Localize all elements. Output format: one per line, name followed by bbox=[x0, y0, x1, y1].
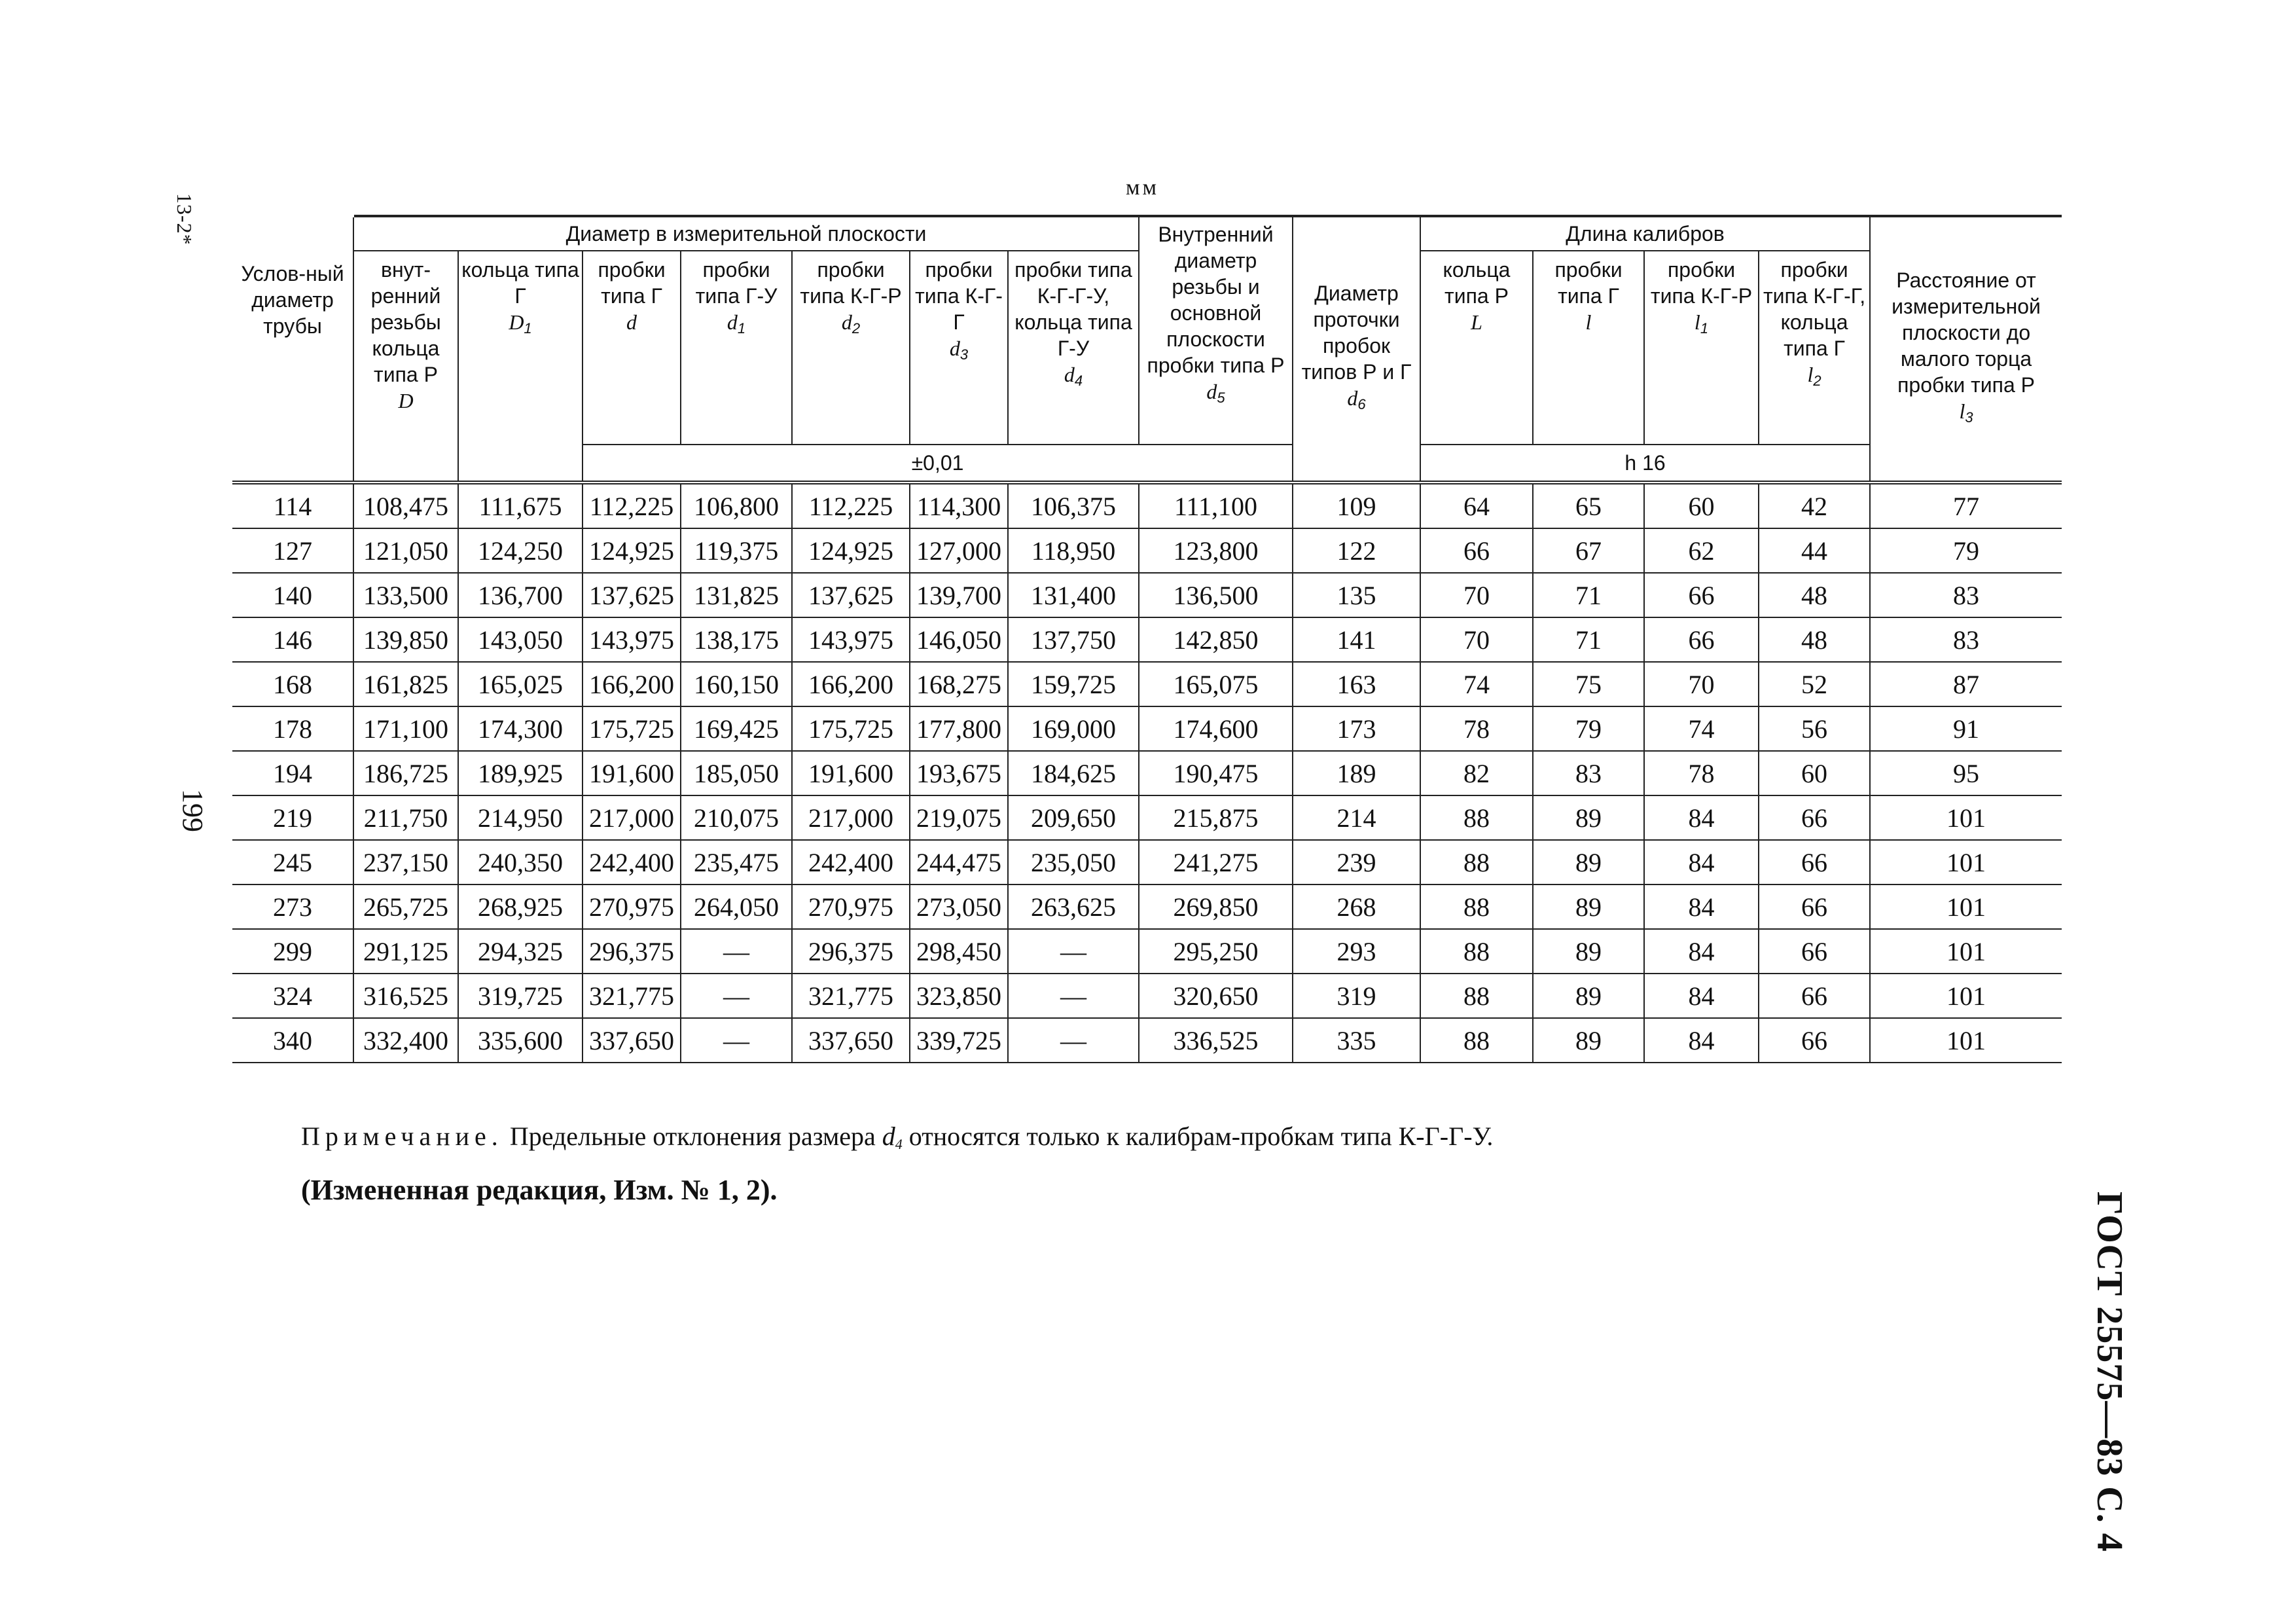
table-cell: 60 bbox=[1759, 751, 1870, 795]
header-col-inner-thread-ring-text: внут-ренний резьбы кольца типа Р bbox=[370, 258, 441, 386]
table-cell: 217,000 bbox=[792, 795, 910, 840]
table-cell: 175,725 bbox=[583, 706, 681, 751]
header-inner-diameter bbox=[1139, 216, 1293, 445]
table-cell: 124,250 bbox=[458, 528, 583, 573]
header-col-plug-k-g-g-u-text: пробки типа К-Г-Г-У, кольца типа Г-У bbox=[1014, 258, 1132, 360]
table-cell: 242,400 bbox=[583, 840, 681, 884]
header-len-plug-g bbox=[1533, 251, 1644, 445]
table-cell: 178 bbox=[232, 706, 353, 751]
units-label: мм bbox=[1126, 175, 1160, 200]
table-cell: 319 bbox=[1293, 974, 1420, 1018]
table-cell: 320,650 bbox=[1139, 974, 1293, 1018]
table-cell: 88 bbox=[1420, 929, 1533, 974]
table-cell: 66 bbox=[1759, 840, 1870, 884]
header-distance bbox=[1870, 216, 2062, 483]
table-cell: 79 bbox=[1533, 706, 1644, 751]
table-cell: 146,050 bbox=[910, 617, 1008, 662]
header-col-plug-k-g-g-u-subscript: 4 bbox=[1074, 373, 1083, 389]
table-cell: 124,925 bbox=[583, 528, 681, 573]
table-cell: 214 bbox=[1293, 795, 1420, 840]
header-inner-diameter-text: Внутренний диаметр резьбы и основной плоскости пробки типа Р bbox=[1147, 223, 1285, 377]
table-cell: 193,675 bbox=[910, 751, 1008, 795]
table-cell: 166,200 bbox=[583, 662, 681, 706]
table-cell: 190,475 bbox=[1139, 751, 1293, 795]
table-cell: 189,925 bbox=[458, 751, 583, 795]
header-col-plug-k-g-r-subscript: 2 bbox=[852, 320, 861, 337]
table-cell: 294,325 bbox=[458, 929, 583, 974]
table-cell: 89 bbox=[1533, 884, 1644, 929]
table-cell: 214,950 bbox=[458, 795, 583, 840]
table-cell: 160,150 bbox=[681, 662, 792, 706]
header-col-ring-g-text: кольца типа Г bbox=[461, 258, 579, 308]
table-cell: 74 bbox=[1420, 662, 1533, 706]
table-cell: 56 bbox=[1759, 706, 1870, 751]
table-cell: 133,500 bbox=[353, 573, 458, 617]
table-cell: 135 bbox=[1293, 573, 1420, 617]
table-cell: 71 bbox=[1533, 617, 1644, 662]
table-cell: 265,725 bbox=[353, 884, 458, 929]
edition-note: (Измененная редакция, Изм. № 1, 2). bbox=[301, 1174, 778, 1206]
table-cell: 101 bbox=[1870, 1018, 2062, 1063]
side-page-code: 13-2* bbox=[173, 193, 196, 246]
table-cell: 137,625 bbox=[583, 573, 681, 617]
header-col-plug-k-g-r bbox=[792, 251, 910, 445]
header-col-plug-g-u bbox=[681, 251, 792, 445]
table-cell: 78 bbox=[1644, 751, 1759, 795]
header-col-plug-g-text: пробки типа Г bbox=[598, 258, 666, 308]
table-cell: 237,150 bbox=[353, 840, 458, 884]
page-number: 199 bbox=[177, 789, 209, 832]
table-cell: 159,725 bbox=[1008, 662, 1139, 706]
header-len-plug-k-g-g bbox=[1759, 251, 1870, 445]
gauge-dimensions-table bbox=[232, 215, 2062, 1063]
table-cell: 166,200 bbox=[792, 662, 910, 706]
header-col-plug-k-g-g bbox=[910, 251, 1008, 445]
header-len-plug-k-g-r-symbol: l bbox=[1694, 310, 1700, 334]
table-cell: 127,000 bbox=[910, 528, 1008, 573]
header-len-plug-k-g-r-text: пробки типа К-Г-Р bbox=[1650, 258, 1753, 308]
table-cell: 219 bbox=[232, 795, 353, 840]
table-cell: 42 bbox=[1759, 483, 1870, 528]
table-cell: 109 bbox=[1293, 483, 1420, 528]
table-cell: 121,050 bbox=[353, 528, 458, 573]
table-cell: 336,525 bbox=[1139, 1018, 1293, 1063]
table-cell: 295,250 bbox=[1139, 929, 1293, 974]
table-cell: 106,800 bbox=[681, 483, 792, 528]
table-cell: 48 bbox=[1759, 573, 1870, 617]
table-cell: 163 bbox=[1293, 662, 1420, 706]
table-cell: 143,975 bbox=[583, 617, 681, 662]
table-cell: 242,400 bbox=[792, 840, 910, 884]
table-cell: 263,625 bbox=[1008, 884, 1139, 929]
header-groove-diameter bbox=[1293, 216, 1420, 483]
table-cell: 88 bbox=[1420, 795, 1533, 840]
table-cell: 337,650 bbox=[792, 1018, 910, 1063]
table-cell: 175,725 bbox=[792, 706, 910, 751]
table-cell: 146 bbox=[232, 617, 353, 662]
table-cell: 186,725 bbox=[353, 751, 458, 795]
table-cell: 137,625 bbox=[792, 573, 910, 617]
table-cell: 106,375 bbox=[1008, 483, 1139, 528]
table-cell: 70 bbox=[1420, 573, 1533, 617]
table-cell: 119,375 bbox=[681, 528, 792, 573]
table-cell: 269,850 bbox=[1139, 884, 1293, 929]
table-cell: 82 bbox=[1420, 751, 1533, 795]
note-subscript: 4 bbox=[895, 1136, 903, 1152]
header-len-ring-r-text: кольца типа Р bbox=[1443, 258, 1511, 308]
header-inner-diameter-symbol: d bbox=[1206, 380, 1217, 403]
header-col-inner-thread-ring-symbol: D bbox=[398, 389, 414, 412]
table-cell: 84 bbox=[1644, 840, 1759, 884]
table-row bbox=[232, 795, 2062, 840]
table-cell: 337,650 bbox=[583, 1018, 681, 1063]
table-cell: 88 bbox=[1420, 974, 1533, 1018]
table-cell: 239 bbox=[1293, 840, 1420, 884]
table-cell: 191,600 bbox=[583, 751, 681, 795]
header-group-measuring-diameter: Диаметр в измерительной плоскости bbox=[353, 216, 1139, 251]
note-text-after: относятся только к калибрам-пробкам типа К-Г-Г-У. bbox=[902, 1122, 1494, 1151]
table-cell: 219,075 bbox=[910, 795, 1008, 840]
table-cell: 77 bbox=[1870, 483, 2062, 528]
header-col-inner-thread-ring bbox=[353, 251, 458, 483]
table-cell: — bbox=[1008, 1018, 1139, 1063]
table-cell: 165,075 bbox=[1139, 662, 1293, 706]
table-cell: 66 bbox=[1759, 795, 1870, 840]
table-cell: 143,050 bbox=[458, 617, 583, 662]
header-len-plug-k-g-r bbox=[1644, 251, 1759, 445]
table-cell: 65 bbox=[1533, 483, 1644, 528]
table-cell: 293 bbox=[1293, 929, 1420, 974]
note-symbol: d bbox=[882, 1122, 895, 1151]
header-inner-diameter-subscript: 5 bbox=[1217, 390, 1225, 406]
header-distance-text: Расстояние от измерительной плоскости до малого торца пробки типа Р bbox=[1892, 268, 2041, 397]
tolerance-length: h 16 bbox=[1420, 445, 1870, 483]
table-cell: 139,850 bbox=[353, 617, 458, 662]
header-nominal-diameter bbox=[232, 216, 353, 483]
table-cell: 184,625 bbox=[1008, 751, 1139, 795]
table-row bbox=[232, 929, 2062, 974]
table-cell: 75 bbox=[1533, 662, 1644, 706]
table-cell: 124,925 bbox=[792, 528, 910, 573]
table-cell: 169,425 bbox=[681, 706, 792, 751]
table-cell: — bbox=[681, 929, 792, 974]
table-cell: 88 bbox=[1420, 884, 1533, 929]
header-len-plug-k-g-r-subscript: 1 bbox=[1700, 320, 1709, 337]
table-cell: 88 bbox=[1420, 840, 1533, 884]
table-cell: 108,475 bbox=[353, 483, 458, 528]
table-row bbox=[232, 751, 2062, 795]
header-len-ring-r-symbol: L bbox=[1471, 310, 1482, 334]
table-cell: 215,875 bbox=[1139, 795, 1293, 840]
table-cell: 335 bbox=[1293, 1018, 1420, 1063]
tolerance-diameter: ±0,01 bbox=[583, 445, 1293, 483]
table-cell: 291,125 bbox=[353, 929, 458, 974]
table-cell: 71 bbox=[1533, 573, 1644, 617]
table-row bbox=[232, 884, 2062, 929]
table-cell: 299 bbox=[232, 929, 353, 974]
table-row bbox=[232, 840, 2062, 884]
table-cell: 123,800 bbox=[1139, 528, 1293, 573]
table-cell: 141 bbox=[1293, 617, 1420, 662]
table-cell: 66 bbox=[1759, 884, 1870, 929]
table-row bbox=[232, 483, 2062, 528]
header-col-plug-k-g-r-text: пробки типа К-Г-Р bbox=[800, 258, 902, 308]
table-cell: 268,925 bbox=[458, 884, 583, 929]
header-col-plug-k-g-g-symbol: d bbox=[949, 337, 960, 360]
table-cell: 84 bbox=[1644, 974, 1759, 1018]
table-cell: 122 bbox=[1293, 528, 1420, 573]
table-cell: 66 bbox=[1644, 573, 1759, 617]
table-cell: 74 bbox=[1644, 706, 1759, 751]
header-groove-diameter-symbol: d bbox=[1347, 386, 1358, 410]
table-cell: 191,600 bbox=[792, 751, 910, 795]
table-cell: 273 bbox=[232, 884, 353, 929]
table-cell: 139,700 bbox=[910, 573, 1008, 617]
table-row bbox=[232, 974, 2062, 1018]
table-cell: 101 bbox=[1870, 840, 2062, 884]
table-cell: 52 bbox=[1759, 662, 1870, 706]
table-cell: 268 bbox=[1293, 884, 1420, 929]
header-len-plug-k-g-g-subscript: 2 bbox=[1813, 373, 1821, 389]
header-group-gauge-length: Длина калибров bbox=[1420, 216, 1870, 251]
header-col-plug-g-u-subscript: 1 bbox=[737, 320, 746, 337]
header-len-plug-g-text: пробки типа Г bbox=[1554, 258, 1623, 308]
table-cell: 66 bbox=[1759, 1018, 1870, 1063]
table-cell: 321,775 bbox=[583, 974, 681, 1018]
table-cell: 136,500 bbox=[1139, 573, 1293, 617]
header-col-plug-g-u-symbol: d bbox=[726, 310, 738, 334]
table-cell: 114 bbox=[232, 483, 353, 528]
table-cell: 339,725 bbox=[910, 1018, 1008, 1063]
table-cell: 136,700 bbox=[458, 573, 583, 617]
table-cell: 101 bbox=[1870, 884, 2062, 929]
table-cell: 185,050 bbox=[681, 751, 792, 795]
header-col-plug-g-u-text: пробки типа Г-У bbox=[695, 258, 778, 308]
table-cell: 174,600 bbox=[1139, 706, 1293, 751]
table-cell: 340 bbox=[232, 1018, 353, 1063]
header-col-plug-k-g-r-symbol: d bbox=[841, 310, 852, 334]
table-cell: 70 bbox=[1420, 617, 1533, 662]
table-cell: 60 bbox=[1644, 483, 1759, 528]
table-cell: 143,975 bbox=[792, 617, 910, 662]
table-cell: — bbox=[1008, 929, 1139, 974]
table-cell: 62 bbox=[1644, 528, 1759, 573]
table-cell: 84 bbox=[1644, 929, 1759, 974]
gost-standard-label: ГОСТ 25575—83 С. 4 bbox=[2089, 1192, 2130, 1552]
table-cell: 89 bbox=[1533, 929, 1644, 974]
table-cell: 296,375 bbox=[792, 929, 910, 974]
table-cell: 48 bbox=[1759, 617, 1870, 662]
header-col-plug-g-symbol: d bbox=[626, 310, 637, 334]
table-row bbox=[232, 528, 2062, 573]
table-cell: 89 bbox=[1533, 840, 1644, 884]
table-cell: 273,050 bbox=[910, 884, 1008, 929]
table-cell: 111,675 bbox=[458, 483, 583, 528]
table-cell: 244,475 bbox=[910, 840, 1008, 884]
table-cell: — bbox=[681, 1018, 792, 1063]
table-cell: 335,600 bbox=[458, 1018, 583, 1063]
table-cell: 84 bbox=[1644, 795, 1759, 840]
table-cell: 169,000 bbox=[1008, 706, 1139, 751]
table-cell: 44 bbox=[1759, 528, 1870, 573]
table-cell: 89 bbox=[1533, 974, 1644, 1018]
table-cell: 161,825 bbox=[353, 662, 458, 706]
table-cell: 83 bbox=[1533, 751, 1644, 795]
table-cell: 89 bbox=[1533, 795, 1644, 840]
table-cell: 101 bbox=[1870, 795, 2062, 840]
table-cell: 131,400 bbox=[1008, 573, 1139, 617]
table-note bbox=[301, 1121, 1493, 1153]
header-len-plug-k-g-g-text: пробки типа К-Г-Г, кольца типа Г bbox=[1763, 258, 1866, 360]
table-cell: 66 bbox=[1420, 528, 1533, 573]
table-cell: 84 bbox=[1644, 1018, 1759, 1063]
table-cell: 217,000 bbox=[583, 795, 681, 840]
header-distance-symbol: l bbox=[1959, 399, 1965, 423]
table-cell: 270,975 bbox=[583, 884, 681, 929]
table-cell: 66 bbox=[1644, 617, 1759, 662]
table-cell: 66 bbox=[1759, 974, 1870, 1018]
table-cell: 79 bbox=[1870, 528, 2062, 573]
table-cell: 235,475 bbox=[681, 840, 792, 884]
table-cell: 87 bbox=[1870, 662, 2062, 706]
table-cell: 270,975 bbox=[792, 884, 910, 929]
table-cell: — bbox=[681, 974, 792, 1018]
table-cell: 319,725 bbox=[458, 974, 583, 1018]
table-cell: 111,100 bbox=[1139, 483, 1293, 528]
header-len-plug-g-symbol: l bbox=[1585, 310, 1592, 334]
table-cell: 245 bbox=[232, 840, 353, 884]
table-cell: 296,375 bbox=[583, 929, 681, 974]
table-cell: 241,275 bbox=[1139, 840, 1293, 884]
table-cell: 83 bbox=[1870, 617, 2062, 662]
header-col-plug-k-g-g-u-symbol: d bbox=[1064, 363, 1075, 386]
table-cell: 168,275 bbox=[910, 662, 1008, 706]
table-cell: 168 bbox=[232, 662, 353, 706]
table-cell: 240,350 bbox=[458, 840, 583, 884]
table-cell: 324 bbox=[232, 974, 353, 1018]
table-cell: 194 bbox=[232, 751, 353, 795]
header-col-ring-g bbox=[458, 251, 583, 483]
header-col-plug-k-g-g-text: пробки типа К-Г-Г bbox=[915, 258, 1003, 334]
table-row bbox=[232, 573, 2062, 617]
table-cell: 112,225 bbox=[583, 483, 681, 528]
table-cell: 89 bbox=[1533, 1018, 1644, 1063]
note-lead: Примечание. bbox=[301, 1122, 503, 1151]
table-cell: 209,650 bbox=[1008, 795, 1139, 840]
table-cell: 332,400 bbox=[353, 1018, 458, 1063]
table-cell: 66 bbox=[1759, 929, 1870, 974]
table-cell: 127 bbox=[232, 528, 353, 573]
table-cell: 101 bbox=[1870, 929, 2062, 974]
header-distance-subscript: 3 bbox=[1965, 409, 1973, 426]
table-cell: 88 bbox=[1420, 1018, 1533, 1063]
table-cell: 316,525 bbox=[353, 974, 458, 1018]
table-cell: 165,025 bbox=[458, 662, 583, 706]
table-cell: 321,775 bbox=[792, 974, 910, 1018]
header-col-ring-g-symbol: D bbox=[509, 310, 524, 334]
table-cell: 114,300 bbox=[910, 483, 1008, 528]
table-cell: 173 bbox=[1293, 706, 1420, 751]
table-cell: 211,750 bbox=[353, 795, 458, 840]
table-cell: 64 bbox=[1420, 483, 1533, 528]
table-cell: 83 bbox=[1870, 573, 2062, 617]
note-text-before: Предельные отклонения размера bbox=[503, 1122, 882, 1151]
table-cell: 235,050 bbox=[1008, 840, 1139, 884]
table-cell: 137,750 bbox=[1008, 617, 1139, 662]
header-col-ring-g-subscript: 1 bbox=[524, 320, 532, 337]
header-nominal-text: Услов-ный диаметр трубы bbox=[241, 262, 344, 338]
table-cell: 78 bbox=[1420, 706, 1533, 751]
table-cell: 174,300 bbox=[458, 706, 583, 751]
header-len-ring-r bbox=[1420, 251, 1533, 445]
table-cell: 131,825 bbox=[681, 573, 792, 617]
table-cell: 118,950 bbox=[1008, 528, 1139, 573]
table-cell: 298,450 bbox=[910, 929, 1008, 974]
header-groove-diameter-text: Диаметр проточки пробок типов Р и Г bbox=[1301, 282, 1412, 384]
table-cell: — bbox=[1008, 974, 1139, 1018]
table-cell: 140 bbox=[232, 573, 353, 617]
table-cell: 264,050 bbox=[681, 884, 792, 929]
header-col-plug-g bbox=[583, 251, 681, 445]
table-row bbox=[232, 706, 2062, 751]
header-len-plug-k-g-g-symbol: l bbox=[1807, 363, 1814, 386]
table-cell: 101 bbox=[1870, 974, 2062, 1018]
header-col-plug-k-g-g-u bbox=[1008, 251, 1139, 445]
table-cell: 70 bbox=[1644, 662, 1759, 706]
table-cell: 323,850 bbox=[910, 974, 1008, 1018]
table-row bbox=[232, 662, 2062, 706]
table-cell: 189 bbox=[1293, 751, 1420, 795]
table-cell: 95 bbox=[1870, 751, 2062, 795]
table-row bbox=[232, 1018, 2062, 1063]
table-cell: 142,850 bbox=[1139, 617, 1293, 662]
table-cell: 112,225 bbox=[792, 483, 910, 528]
table-body bbox=[232, 483, 2062, 1063]
table-cell: 84 bbox=[1644, 884, 1759, 929]
table-cell: 171,100 bbox=[353, 706, 458, 751]
table-cell: 67 bbox=[1533, 528, 1644, 573]
table-cell: 91 bbox=[1870, 706, 2062, 751]
table-row bbox=[232, 617, 2062, 662]
table-cell: 210,075 bbox=[681, 795, 792, 840]
table-cell: 138,175 bbox=[681, 617, 792, 662]
table-cell: 177,800 bbox=[910, 706, 1008, 751]
header-col-plug-k-g-g-subscript: 3 bbox=[960, 346, 969, 363]
header-groove-diameter-subscript: 6 bbox=[1357, 396, 1366, 412]
